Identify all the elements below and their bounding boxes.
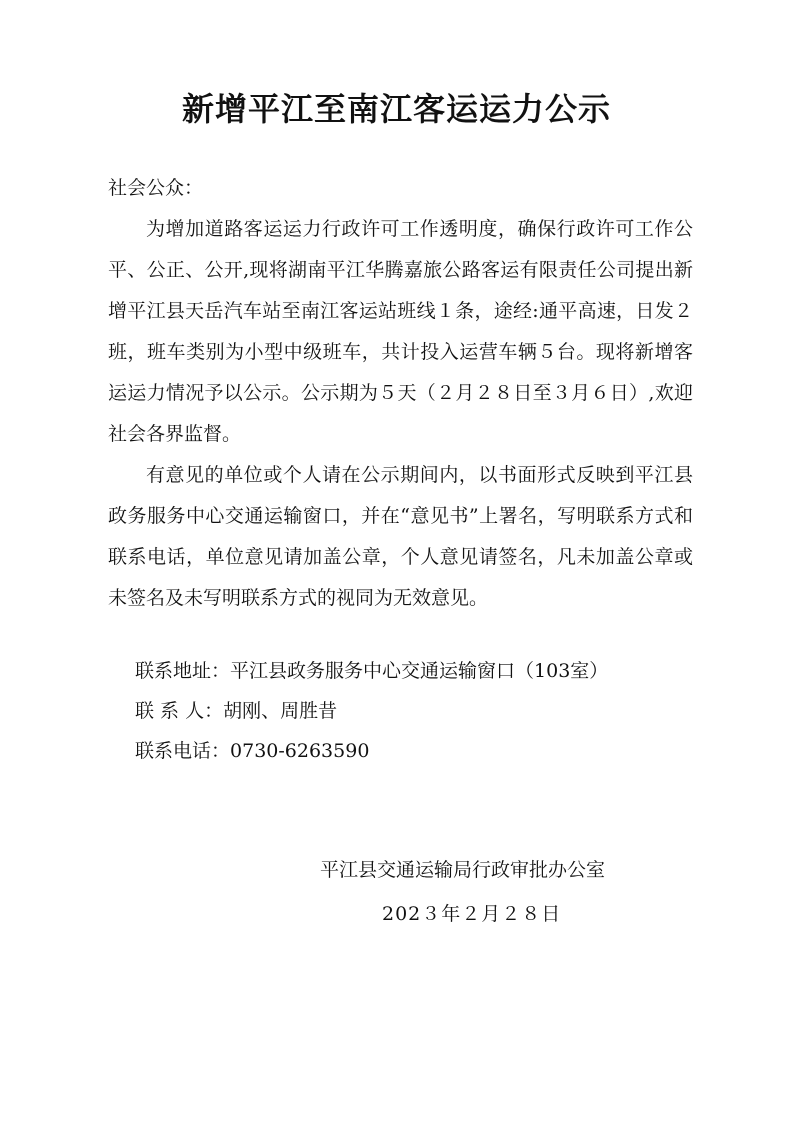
salutation: 社会公众：	[108, 177, 204, 199]
document-title: 新增平江至南江客运运力公示	[181, 90, 611, 128]
paragraph-announcement: 为增加道路客运运力行政许可工作透明度，确保行政许可工作公平、公正、公开,现将湖南平江华腾嘉旅公路客运有限责任公司提出新增平江县天岳汽车站至南江客运站班线１条，途经:通平高速，日发２班，班车类别为小型中级班车，共计投入运营车辆５台。现将新增客运运力情况予以公示。公示期为５天（２月２８日至３月６日）,欢迎社会各界监督。	[108, 218, 693, 445]
issuer-name: 平江县交通运输局行政审批办公室	[320, 859, 606, 881]
paragraph-feedback: 有意见的单位或个人请在公示期间内，以书面形式反映到平江县政务服务中心交通运输窗口，并在“意见书”上署名，写明联系方式和联系电话，单位意见请加盖公章，个人意见请签名，凡未加盖公章或未签名及未写明联系方式的视同为无效意见。	[108, 464, 693, 609]
contact-phone-value: 0730-6263590	[230, 740, 370, 762]
contact-person-label: 联 系 人：	[135, 700, 224, 722]
contact-block	[135, 651, 608, 771]
document-body	[108, 168, 693, 619]
contact-address-value: 平江县政务服务中心交通运输窗口（103室）	[230, 660, 609, 682]
contact-person-value: 胡刚、周胜昔	[223, 700, 338, 722]
issue-date: 202３年２月２８日	[382, 903, 562, 925]
contact-phone-row	[135, 731, 608, 771]
signoff-block	[320, 848, 605, 936]
contact-address-row	[135, 651, 608, 691]
contact-phone-label: 联系电话：	[135, 740, 231, 762]
contact-person-row	[135, 691, 608, 731]
contact-address-label: 联系地址：	[135, 660, 231, 682]
